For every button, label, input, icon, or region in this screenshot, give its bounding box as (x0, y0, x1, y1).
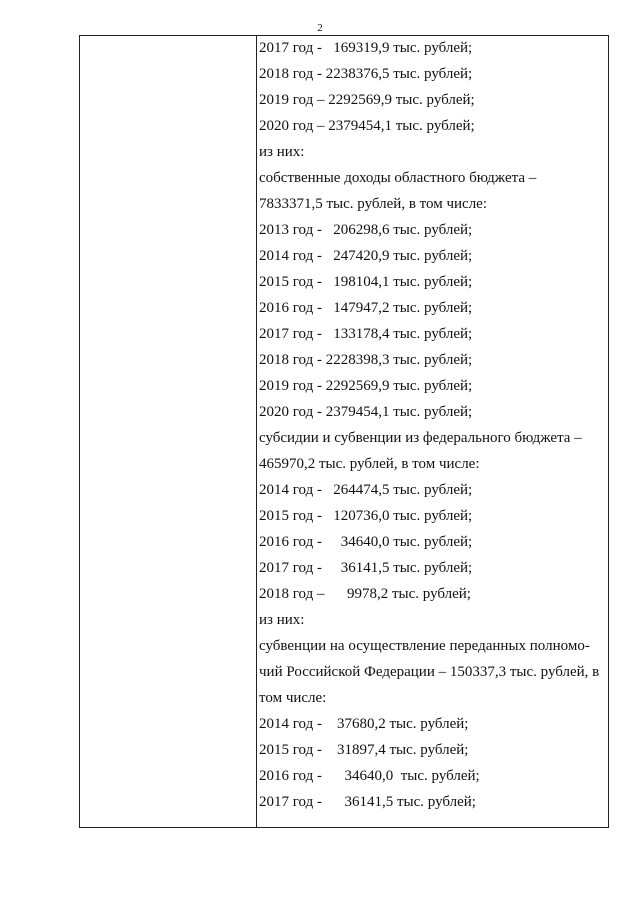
text-line: 2016 год - 34640,0 тыс. рублей; (259, 534, 473, 550)
text-line: 2015 год - 31897,4 тыс. рублей; (259, 742, 469, 758)
text-line: 2015 год - 120736,0 тыс. рублей; (259, 508, 473, 524)
text-line: 2014 год - 264474,5 тыс. рублей; (259, 482, 473, 498)
text-line: 2019 год - 2292569,9 тыс. рублей; (259, 378, 473, 394)
text-line: 2017 год - 133178,4 тыс. рублей; (259, 326, 473, 342)
text-line: 2020 год – 2379454,1 тыс. рублей; (259, 118, 475, 134)
text-line: из них: (259, 144, 305, 160)
text-line: 465970,2 тыс. рублей, в том числе: (259, 456, 480, 472)
text-line: 2017 год - 169319,9 тыс. рублей; (259, 40, 473, 56)
text-line: 2020 год - 2379454,1 тыс. рублей; (259, 404, 473, 420)
text-line: 2017 год - 36141,5 тыс. рублей; (259, 560, 473, 576)
text-line: субвенции на осуществление переданных полномо- (259, 638, 590, 654)
page-number: 2 (317, 22, 323, 34)
text-line: 2018 год - 2228398,3 тыс. рублей; (259, 352, 473, 368)
text-line: собственные доходы областного бюджета – (259, 170, 537, 186)
text-line: 2015 год - 198104,1 тыс. рублей; (259, 274, 473, 290)
text-line: 2018 год – 9978,2 тыс. рублей; (259, 586, 471, 602)
text-line: из них: (259, 612, 305, 628)
text-line: 2018 год - 2238376,5 тыс. рублей; (259, 66, 473, 82)
left-cell-empty (79, 35, 256, 828)
text-line: 7833371,5 тыс. рублей, в том числе: (259, 196, 488, 212)
text-line: 2019 год – 2292569,9 тыс. рублей; (259, 92, 475, 108)
text-line: 2016 год - 34640,0 тыс. рублей; (259, 768, 480, 784)
text-line: 2014 год - 247420,9 тыс. рублей; (259, 248, 473, 264)
funding-text-cell (259, 35, 603, 828)
text-line: 2013 год - 206298,6 тыс. рублей; (259, 222, 473, 238)
column-divider (256, 35, 257, 828)
text-line: чий Российской Федерации – 150337,3 тыс. рублей, в (259, 664, 600, 680)
text-line: 2014 год - 37680,2 тыс. рублей; (259, 716, 469, 732)
text-line: 2016 год - 147947,2 тыс. рублей; (259, 300, 473, 316)
text-line: субсидии и субвенции из федерального бюджета – (259, 430, 582, 446)
text-line: том числе: (259, 690, 327, 706)
text-line: 2017 год - 36141,5 тыс. рублей; (259, 794, 476, 810)
